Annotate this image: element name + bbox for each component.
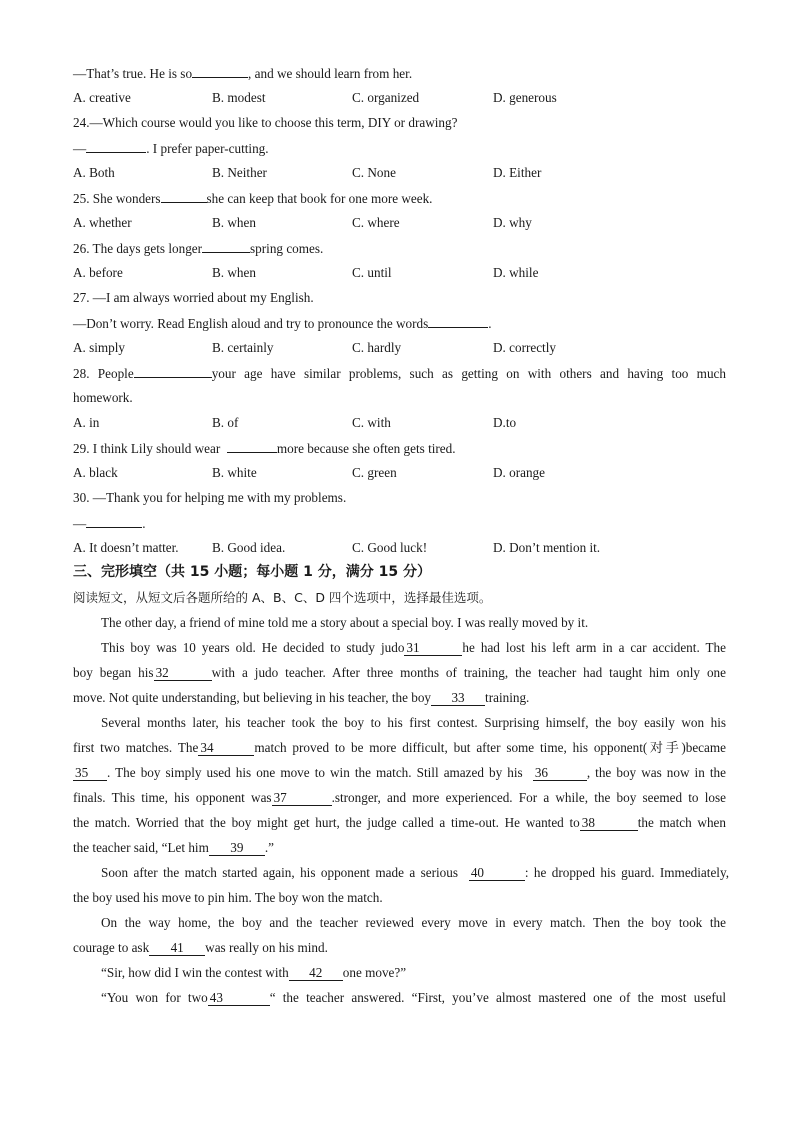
question-text: more because she often gets tired. <box>276 441 456 456</box>
question-30-reply <box>73 515 145 532</box>
answer-blank <box>86 515 142 528</box>
answer-blank <box>202 240 250 253</box>
passage-line: The other day, a friend of mine told me a story about a special boy. I was really moved by it. <box>101 615 589 630</box>
option-c: C. until <box>352 265 392 280</box>
passage-line: Several months later, his teacher took the boy to his first contest. Surprising himself, the boy easily won his <box>101 715 726 730</box>
option-c: C. organized <box>352 90 420 105</box>
option-a: A. Both <box>73 165 115 180</box>
question-text: . <box>488 316 492 331</box>
passage-text: Soon after the match started again, his opponent made a serious <box>101 865 458 880</box>
question-28-stem <box>73 365 726 382</box>
question-text: — <box>73 141 87 156</box>
option-d: D.to <box>493 415 517 430</box>
cloze-blank-41: 41 <box>149 941 205 956</box>
option-b: B. when <box>212 265 256 280</box>
question-text: spring comes. <box>250 241 324 256</box>
question-text: she can keep that book for one more week. <box>206 191 433 206</box>
passage-text: move. Not quite understanding, but believing in his teacher, the boy <box>73 690 432 705</box>
option-a: A. black <box>73 465 118 480</box>
option-d: D. orange <box>493 465 545 480</box>
option-d: D. why <box>493 215 532 230</box>
passage-line <box>73 690 529 706</box>
option-c: C. hardly <box>352 340 402 355</box>
passage-line <box>73 815 726 831</box>
passage-text: . The boy simply used his one move to win the match. Still amazed by his <box>107 765 523 780</box>
passage-text: .stronger, and more experienced. For a while, the boy seemed to lose <box>331 790 726 805</box>
question-text: 25. She wonders <box>73 191 161 206</box>
question-26-stem <box>73 240 323 257</box>
passage-text: was really on his mind. <box>205 940 328 955</box>
question-text: , and we should learn from her. <box>248 66 413 81</box>
passage-text: courage to ask <box>73 940 150 955</box>
passage-line <box>73 665 726 681</box>
question-text: —Don’t worry. Read English aloud and try to pronounce the words <box>73 316 429 331</box>
answer-blank <box>134 365 212 378</box>
option-a: A. whether <box>73 215 132 230</box>
option-d: D. correctly <box>493 340 556 355</box>
option-d: D. Either <box>493 165 542 180</box>
question-text: — <box>73 516 87 531</box>
passage-line <box>101 965 406 981</box>
option-a: A. It doesn’t matter. <box>73 540 179 555</box>
passage-text: the match when <box>637 815 726 830</box>
question-text: 28. People <box>73 366 134 381</box>
answer-blank <box>192 65 248 78</box>
option-b: B. Good idea. <box>212 540 286 555</box>
passage-line <box>73 790 726 806</box>
question-text: . <box>142 516 146 531</box>
passage-line: On the way home, the boy and the teacher reviewed every move in every match. Then the boy took the <box>101 915 726 930</box>
cloze-blank-39: 39 <box>209 841 265 856</box>
passage-line: the boy used his move to pin him. The boy won the match. <box>73 890 383 905</box>
cloze-blank-43: 43 <box>208 991 270 1006</box>
passage-text: “ the teacher answered. “First, you’ve almost mastered one of the most useful <box>269 990 726 1005</box>
passage-text: one move?” <box>342 965 407 980</box>
question-29-stem <box>73 440 456 457</box>
passage-line <box>73 840 274 856</box>
question-30-stem: 30. —Thank you for helping me with my problems. <box>73 490 347 505</box>
option-a: A. in <box>73 415 100 430</box>
passage-text: , the boy was now in the <box>586 765 726 780</box>
section-heading: 三、完形填空（共 15 小题；每小题 1 分，满分 15 分） <box>73 564 431 580</box>
option-a: A. before <box>73 265 123 280</box>
cloze-blank-40: 40 <box>469 866 525 881</box>
option-d: D. Don’t mention it. <box>493 540 601 555</box>
cloze-blank-36: 36 <box>533 766 587 781</box>
section-instruction: 阅读短文，从短文后各题所给的 A、B、C、D 四个选项中，选择最佳选项。 <box>73 590 492 605</box>
question-24-stem: 24.—Which course would you like to choose this term, DIY or drawing? <box>73 115 458 130</box>
passage-line <box>101 640 726 656</box>
question-text: . I prefer paper-cutting. <box>146 141 269 156</box>
option-c: C. Good luck! <box>352 540 428 555</box>
passage-text: This boy was 10 years old. He decided to study judo <box>101 640 405 655</box>
cloze-blank-37: 37 <box>272 791 332 806</box>
question-text: —That’s true. He is so <box>73 66 193 81</box>
question-27-reply <box>73 315 492 332</box>
passage-text: match proved to be more difficult, but after some time, his opponent(对手)became <box>254 740 726 755</box>
passage-line <box>73 765 726 781</box>
passage-text: the match. Worried that the boy might get hurt, the judge called a time-out. He wanted to <box>73 815 580 830</box>
cloze-blank-35: 35 <box>73 766 107 781</box>
passage-line <box>101 865 729 881</box>
answer-blank <box>227 440 277 453</box>
option-c: C. None <box>352 165 396 180</box>
passage-text: training. <box>485 690 530 705</box>
passage-text: : he dropped his guard. Immediately, <box>524 865 729 880</box>
question-text: 29. I think Lily should wear <box>73 441 221 456</box>
question-text: your age have similar problems, such as getting on with others and having too much <box>211 366 726 381</box>
option-c: C. green <box>352 465 397 480</box>
passage-line <box>101 990 726 1006</box>
passage-line <box>73 940 328 956</box>
answer-blank <box>428 315 488 328</box>
cloze-blank-42: 42 <box>289 966 343 981</box>
option-b: B. of <box>212 415 239 430</box>
question-27-stem: 27. —I am always worried about my English. <box>73 290 314 305</box>
passage-text: finals. This time, his opponent was <box>73 790 272 805</box>
passage-text: with a judo teacher. After three months of training, the teacher had taught him only one <box>211 665 726 680</box>
cloze-blank-34: 34 <box>198 741 254 756</box>
option-a: A. simply <box>73 340 126 355</box>
passage-text: the teacher said, “Let him <box>73 840 209 855</box>
option-b: B. when <box>212 215 256 230</box>
answer-blank <box>161 190 207 203</box>
question-text: 26. The days gets longer <box>73 241 203 256</box>
question-23-stem <box>73 65 412 82</box>
cloze-blank-38: 38 <box>580 816 638 831</box>
passage-line <box>73 740 726 756</box>
option-b: B. modest <box>212 90 266 105</box>
option-c: C. where <box>352 215 400 230</box>
option-b: B. white <box>212 465 257 480</box>
option-a: A. creative <box>73 90 131 105</box>
question-24-reply <box>73 140 269 157</box>
answer-blank <box>86 140 146 153</box>
option-c: C. with <box>352 415 391 430</box>
passage-text: “You won for two <box>101 990 208 1005</box>
option-d: D. generous <box>493 90 557 105</box>
passage-text: .” <box>264 840 274 855</box>
cloze-blank-32: 32 <box>154 666 212 681</box>
passage-text: boy began his <box>73 665 154 680</box>
option-b: B. Neither <box>212 165 267 180</box>
option-b: B. certainly <box>212 340 274 355</box>
passage-text: first two matches. The <box>73 740 199 755</box>
question-28-stem-cont: homework. <box>73 390 133 405</box>
cloze-blank-33: 33 <box>431 691 485 706</box>
question-25-stem <box>73 190 432 207</box>
passage-text: “Sir, how did I win the contest with <box>101 965 289 980</box>
cloze-blank-31: 31 <box>404 641 462 656</box>
option-d: D. while <box>493 265 539 280</box>
passage-text: he had lost his left arm in a car accident. The <box>462 640 726 655</box>
